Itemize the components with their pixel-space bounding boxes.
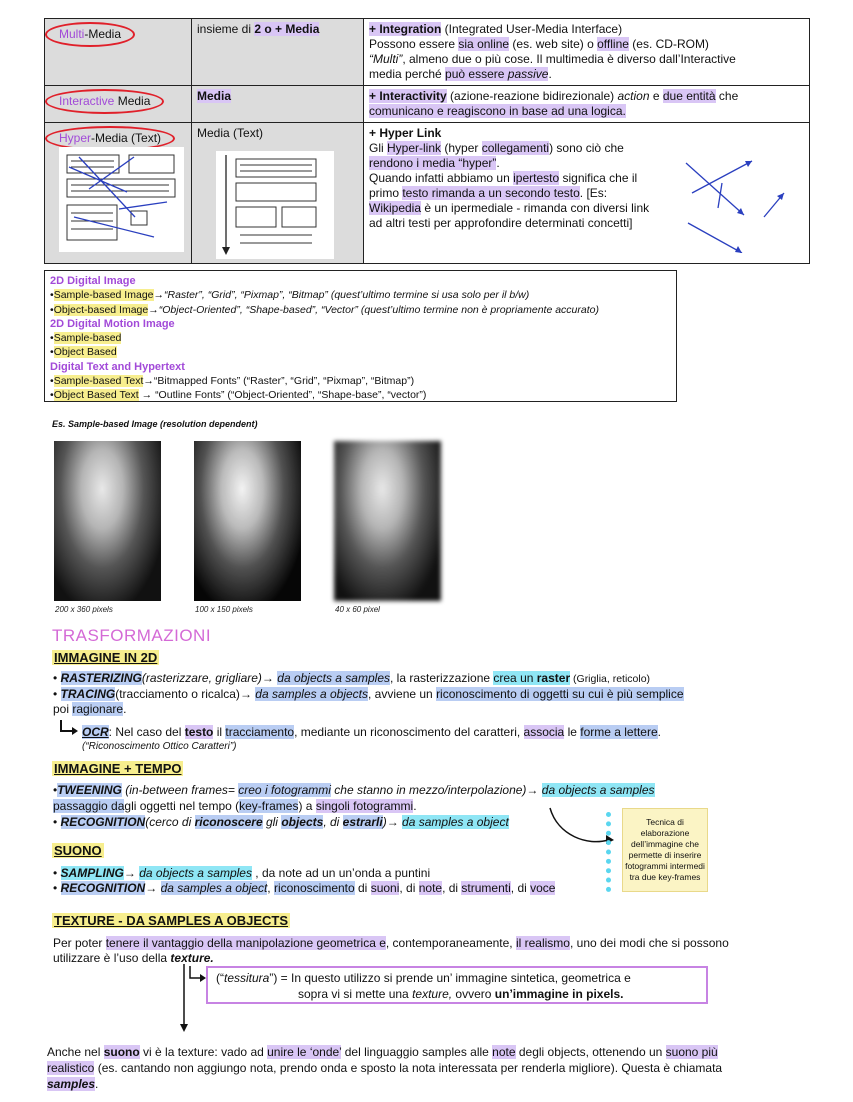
text-line: • RECOGNITION(cerco di riconoscere gli objects, di estrarli)→ da samples a object <box>53 815 509 829</box>
linear-text-diagram-icon <box>216 151 334 259</box>
digital-media-types-box <box>44 270 677 402</box>
list-item: •Object-based Image→“Object-Oriented”, “Shape-based”, “Vector” (quest’ultimo termine non è propriamente accurato) <box>50 303 599 316</box>
text-line: Per poter tenere il vantaggio della manipolazione geometrica e, contemporaneamente, il realismo, uno dei modi che si possono <box>53 936 729 950</box>
red-circle: Interactive Media <box>45 89 164 114</box>
list-item: •Sample-based <box>50 332 122 345</box>
section-heading: TEXTURE - DA SAMPLES A OBJECTS <box>54 913 289 928</box>
text-line: passaggio dagli oggetti nel tempo (key-frames) a singoli fotogrammi. <box>53 799 417 813</box>
table-row <box>45 86 810 123</box>
cell-hypermedia-def: Media (Text) <box>192 123 364 264</box>
sample-image-low-res <box>334 441 441 601</box>
tessitura-box: (“tessitura”) = In questo utilizzo si prende un’ immagine sintetica, geometrica e sopra vi si mette una texture, ovvero un’immagine in pixels. <box>206 966 708 1004</box>
red-circle: Multi-Media <box>45 22 135 47</box>
media-table <box>44 18 810 264</box>
arrow-down-right-icon <box>58 719 78 737</box>
dotted-marker <box>606 812 616 892</box>
cell-interactive-def: Media <box>192 86 364 123</box>
section-heading: 2D Digital Image <box>50 275 136 287</box>
ocr-subtitle: (“Riconoscimento Ottico Caratteri”) <box>82 741 237 752</box>
section-heading: Digital Text and Hypertext <box>50 360 185 373</box>
list-item: •Object Based <box>50 346 117 359</box>
image-caption: 100 x 150 pixels <box>195 605 253 614</box>
red-circle: Hyper-Media (Text) <box>45 126 175 151</box>
hyperlink-diagram-icon <box>59 147 184 252</box>
images-caption: Es. Sample-based Image (resolution dependent) <box>52 419 258 429</box>
section-heading: SUONO <box>54 843 102 858</box>
cell-interactive <box>45 86 192 123</box>
table-row <box>45 19 810 86</box>
text-line: • TRACING(tracciamento o ricalca)→ da samples a objects, avviene un riconoscimento di oggetti su cui è più semplice <box>53 687 684 701</box>
list-item: •Sample-based Text→“Bitmapped Fonts” (“Raster”, “Grid”, “Pixmap”, “Bitmap”) <box>50 375 415 388</box>
cell-hypermedia-desc: + Hyper Link Gli Hyper-link (hyper collegamenti) sono ciò che rendono i media “hyper”. Quando infatti abbiamo un ipertesto significa che il primo testo rimanda a un secondo testo. [Es: Wikipedia è un ipermediale - rimanda con diversi link ad altri testi per approfondire determinati concetti] <box>364 123 810 264</box>
tweening-note: Tecnica di elaborazione dell’immagine che permette di inserire fotogrammi intermedi tra due key-frames <box>622 808 708 892</box>
text-line: •TWEENING (in-between frames= creo i fotogrammi che stanno in mezzo/interpolazione)→ da objects a samples <box>53 783 655 797</box>
sample-image-mid-res <box>194 441 301 601</box>
cell-multimedia-def: insieme di 2 o + Media <box>192 19 364 86</box>
text-line: • RECOGNITION→ da samples a object, riconoscimento di suoni, di note, di strumenti, di voce <box>53 881 556 895</box>
text-line: • SAMPLING→ da objects a samples , da note ad un un’onda a puntini <box>53 866 431 880</box>
text-line: poi ragionare. <box>53 702 127 716</box>
image-caption: 200 x 360 pixels <box>55 605 113 614</box>
table-row <box>45 123 810 264</box>
text-line: samples. <box>47 1077 99 1091</box>
sample-image-high-res <box>54 441 161 601</box>
text-line: Anche nel suono vi è la texture: vado ad unire le ‘onde’ del linguaggio samples alle note degli objects, ottenendo un suono più <box>47 1045 718 1059</box>
arrow-down-icon <box>176 964 206 1034</box>
section-heading: IMMAGINE IN 2D <box>54 650 158 665</box>
list-item: •Sample-based Image→“Raster”, “Grid”, “Pixmap”, “Bitmap” (quest’ultimo termine si usa solo per il b/w) <box>50 289 530 302</box>
list-item: •Object Based Text → “Outline Fonts” (“Object-Oriented”, “Shape-base”, “vector”) <box>50 389 427 402</box>
cell-multimedia-desc: + Integration (Integrated User-Media Interface) Possono essere sia online (es. web site) o offline (es. CD-ROM) “Multi”, almeno due o più cose. Il multimedia è diverso dall’Interactive media perché può essere passive. <box>364 19 810 86</box>
section-heading: IMMAGINE + TEMPO <box>54 761 182 776</box>
cell-hypermedia <box>45 123 192 264</box>
cell-multimedia <box>45 19 192 86</box>
text-line: realistico (es. cantando non aggiungo nota, prendo onda e sposto la nota interessata per renderla migliore). Questa è chiamata <box>47 1061 723 1075</box>
image-caption: 40 x 60 pixel <box>335 605 380 614</box>
text-line: • RASTERIZING(rasterizzare, grigliare)→ da objects a samples, la rasterizzazione crea un raster (Griglia, reticolo) <box>53 671 651 685</box>
link-arrows-icon <box>682 153 792 253</box>
text-line: OCR: Nel caso del testo il tracciamento, mediante un riconoscimento del caratteri, associa le forme a lettere. <box>82 725 661 739</box>
text-line: utilizzare è l’uso della texture. <box>53 951 214 965</box>
page-title: TRASFORMAZIONI <box>52 626 212 645</box>
cell-interactive-desc: + Interactivity (azione-reazione bidirezionale) action e due entità che comunicano e reagiscono in base ad una logica. <box>364 86 810 123</box>
section-heading: 2D Digital Motion Image <box>50 317 175 330</box>
